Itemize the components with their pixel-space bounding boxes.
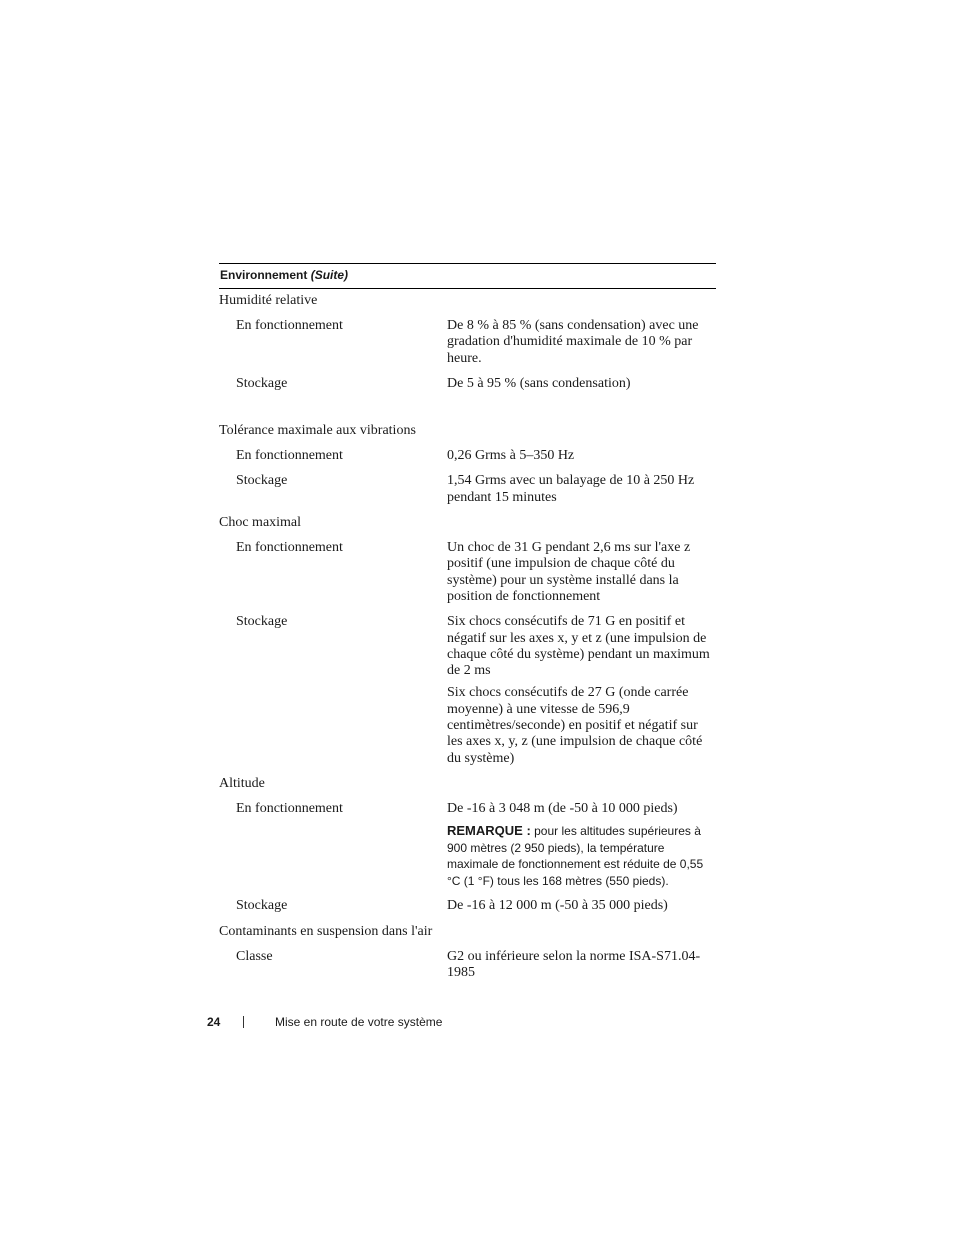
- row-label: En fonctionnement: [236, 318, 343, 333]
- vibration-title: Tolérance maximale aux vibrations: [219, 423, 416, 439]
- vibration-storage-row: [219, 469, 716, 511]
- page-footer: [207, 1015, 442, 1029]
- row-value: De 5 à 95 % (sans condensation): [447, 375, 631, 391]
- humidity-operating-row: [219, 314, 716, 372]
- header-title: Environnement: [220, 268, 308, 282]
- humidity-storage-row: [219, 372, 716, 397]
- row-value: G2 ou inférieure selon la norme ISA-S71.04-1985: [447, 948, 701, 980]
- footer-separator: [243, 1016, 244, 1028]
- contaminants-class-row: [219, 945, 716, 987]
- environment-spec-table: [219, 263, 716, 986]
- humidity-title: Humidité relative: [219, 293, 318, 308]
- row-label: Stockage: [236, 614, 288, 630]
- header-suffix: (Suite): [310, 268, 349, 282]
- row-value: 0,26 Grms à 5–350 Hz: [447, 448, 575, 464]
- note-text: pour les altitudes supérieures à 900 mètres (2 950 pieds), la température maximale de fonctionnement est réduite de 0,55 °C (1 °F) tous les 168 mètres (550 pieds).: [447, 824, 704, 888]
- spacer: [219, 397, 716, 419]
- table-header: [219, 264, 716, 289]
- row-label: Stockage: [236, 473, 288, 489]
- row-value: [447, 614, 716, 767]
- row-value: 1,54 Grms avec un balayage de 10 à 250 Hz pendant 15 minutes: [447, 473, 695, 505]
- altitude-operating-row: [219, 797, 716, 894]
- contaminants-title: Contaminants en suspension dans l'air: [219, 923, 433, 939]
- row-value: De 8 % à 85 % (sans condensation) avec une gradation d'humidité maximale de 10 % par heure.: [447, 318, 699, 366]
- row-value: Un choc de 31 G pendant 2,6 ms sur l'axe z positif (une impulsion de chaque côté du système) pour un système installé dans la position de fonctionnement: [447, 540, 691, 604]
- shock-title: Choc maximal: [219, 515, 302, 531]
- row-label: En fonctionnement: [236, 540, 343, 556]
- page-number: 24: [207, 1015, 221, 1029]
- shock-operating-row: [219, 536, 716, 610]
- shock-storage-value-2: Six chocs consécutifs de 27 G (onde carrée moyenne) à une vitesse de 596,9 centimètres/seconde) en positif et négatif sur les axes x, y, z (une impulsion de chaque côté du système): [447, 685, 703, 766]
- altitude-note: [447, 823, 716, 889]
- row-label: Stockage: [236, 375, 288, 391]
- altitude-storage-row: [219, 894, 716, 919]
- row-label: En fonctionnement: [236, 800, 343, 816]
- row-label: En fonctionnement: [236, 448, 343, 464]
- vibration-operating-row: [219, 444, 716, 469]
- shock-storage-row: [219, 610, 716, 772]
- row-label: Stockage: [236, 898, 288, 914]
- altitude-operating-value: De -16 à 3 048 m (de -50 à 10 000 pieds): [447, 800, 678, 816]
- row-value: De -16 à 12 000 m (-50 à 35 000 pieds): [447, 898, 668, 914]
- row-value: [447, 801, 716, 889]
- shock-storage-value-1: Six chocs consécutifs de 71 G en positif et négatif sur les axes x, y et z (une impulsion de chaque côté du système) pendant un maximum de 2 ms: [447, 614, 710, 679]
- altitude-title: Altitude: [219, 775, 265, 791]
- row-label: Classe: [236, 948, 273, 964]
- note-label: REMARQUE :: [447, 823, 531, 839]
- chapter-title: Mise en route de votre système: [275, 1015, 443, 1029]
